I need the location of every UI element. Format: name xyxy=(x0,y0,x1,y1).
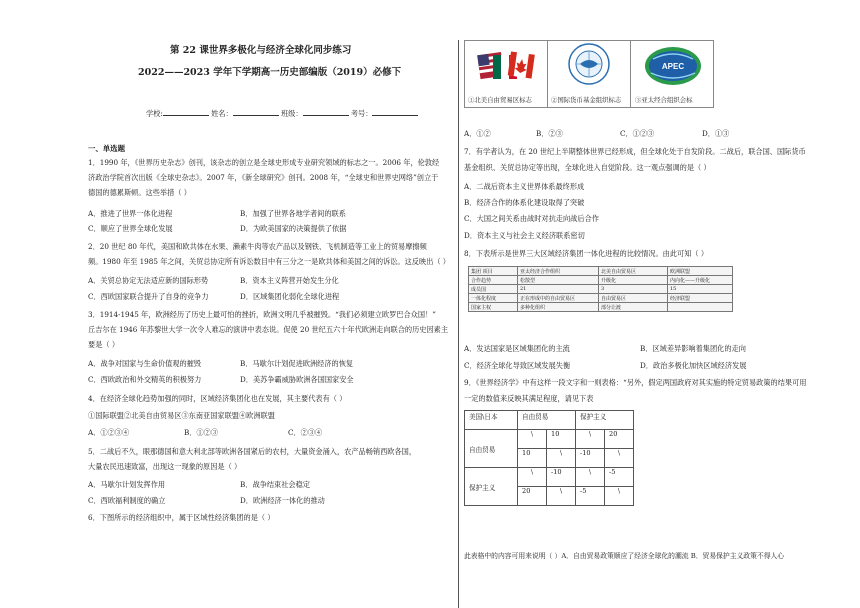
page-title: 第 22 课世界多极化与经济全球化同步练习 xyxy=(170,45,352,56)
q1-line-2: 济政治学院首次出版《全球史杂志》。2007 年，《新全球研究》创刊。2008 年，“全球史和世界史网络”创立于 xyxy=(88,173,439,182)
table-cell: 欧洲联盟 xyxy=(668,267,733,276)
q4-line-2: ①国际联盟②北美自由贸易区③东南亚国家联盟④欧洲联盟 xyxy=(88,411,275,420)
table-cell: 自由贸易区 xyxy=(599,294,668,303)
field-class-label: 班级： xyxy=(280,109,303,118)
table-cell: 15 xyxy=(668,285,733,294)
q1-line-1: 1．1990 年，《世界历史杂志》创刊，该杂志的创立是全球史形成专业研究领域的标志之一。2006 年，伦敦经 xyxy=(88,158,440,167)
table-row xyxy=(469,303,733,312)
q3-line-1: 3．1914-1945 年，欧洲经历了历史上最可怕的挫折，欧洲文明几乎被摧毁。“我们必须建立欧罗巴合众国！” xyxy=(88,310,436,319)
table-cell: 正在形成中的自由贸易区 xyxy=(518,294,599,303)
logo-caption-2: ②国际货币基金组织标志 xyxy=(551,96,622,104)
q1-option-b: B．加强了世界各地学者间的联系 xyxy=(240,209,346,218)
q4-option-b: B．①②③ xyxy=(184,428,219,437)
field-school-blank[interactable] xyxy=(163,108,209,116)
table-cell: \ xyxy=(605,449,634,468)
q2-option-b: B．资本主义阵营开始发生分化 xyxy=(240,276,339,285)
logo-caption-3: ③亚太经合组织会标 xyxy=(635,96,693,104)
q5-line-2: 大量农民迅速致富，出现这一现象的原因是（ ） xyxy=(88,462,242,471)
q7-option-d: D．资本主义与社会主义经济联系密切 xyxy=(464,231,585,240)
q9-line-2: 一定的数值来反映其满足程度，请见下表 xyxy=(464,394,594,403)
q8-option-c: C．经济全球化导致区域发展失衡 xyxy=(464,361,571,370)
q7-option-b: B．经济合作的体系化建设取得了突破 xyxy=(464,198,585,207)
table-cell: \ xyxy=(547,487,576,506)
q3-option-b: B．马歇尔计划促进欧洲经济的恢复 xyxy=(240,359,354,368)
q3-option-a: A．战争对国家与生命价值观的摧毁 xyxy=(88,359,202,368)
q2-option-a: A．关贸总协定无法适应新的国际形势 xyxy=(88,276,209,285)
table-row-head: 保护主义 xyxy=(465,468,518,506)
q1-option-c: C．顺应了世界全球化发展 xyxy=(88,224,173,233)
table-cell: \ xyxy=(547,449,576,468)
q7-line-1: 7．有学者认为，在 20 世纪上半期整体世界已经形成，但全球化处于自发阶段。二战后，联合国、国际货币 xyxy=(464,147,806,156)
field-name-label: 姓名： xyxy=(211,109,233,118)
q7-option-a: A．二战后资本主义世界体系最终形成 xyxy=(464,182,585,191)
q8-option-b: B．区域差异影响着集团化的走向 xyxy=(640,344,746,353)
q9-tail-line: 此表格中的内容可用来说明（ ）A．自由贸易政策顺应了经济全球化的潮流 B．贸易保护主义政策不得人心 xyxy=(464,552,785,560)
table-cell: 内向化——升级化 xyxy=(668,276,733,285)
table-cell: \ xyxy=(605,487,634,506)
q5-option-c: C．西欧福利制度的确立 xyxy=(88,496,166,505)
table-cell: 合作趋势 xyxy=(469,276,518,285)
student-info-fields xyxy=(146,108,418,118)
table-cell: -10 xyxy=(576,449,605,468)
table-cell: -5 xyxy=(605,468,634,487)
q5-option-d: D．欧洲经济一体化的推动 xyxy=(240,496,325,505)
table-cell: 国家主权 xyxy=(469,303,518,312)
q2-option-d: D．区域集团化弱化全球化进程 xyxy=(240,292,340,301)
q6-option-a: A．①② xyxy=(464,129,491,138)
table-row xyxy=(465,430,634,449)
table-cell: 亚太经济合作组织 xyxy=(518,267,599,276)
q2-option-c: C．西欧国家联合提升了自身的竞争力 xyxy=(88,292,209,301)
table-row xyxy=(469,294,733,303)
table-cell: \ xyxy=(518,430,547,449)
table-cell: 20 xyxy=(605,430,634,449)
q8-line-1: 8．下表所示是世界三大区域经济集团一体化进程的比较情况。由此可知（ ） xyxy=(464,249,709,258)
q1-option-d: D．为欧美国家的决策提供了依据 xyxy=(240,224,347,233)
table-cell: 北美自由贸易区 xyxy=(599,267,668,276)
table-cell: 多种化组织 xyxy=(518,303,599,312)
q6-logo-figure xyxy=(464,40,714,108)
q9-line-1: 9．《世界经济学》中有这样一段文字和一则表格：“另外，假定两国政府对其实施的特定贸易政策的结果可用 xyxy=(464,378,807,387)
field-class-blank[interactable] xyxy=(303,108,349,116)
q3-line-3: 要是（ ） xyxy=(88,340,120,349)
table-cell: 成员国 xyxy=(469,285,518,294)
q3-option-c: C．西欧政治和外交精英的积极努力 xyxy=(88,375,202,384)
field-school-label: 学校: xyxy=(146,109,163,118)
table-cell: 3 xyxy=(599,285,668,294)
table-cell: 松散型 xyxy=(518,276,599,285)
q6-line-1: 6．下图所示的经济组织中，属于区域性经济集团的是（ ） xyxy=(88,513,275,522)
field-id-label: 考号： xyxy=(350,109,373,118)
q2-line-1: 2．20 世纪 80 年代，美国和欧共体在水果、濑素牛肉等农产品以及钢铁、飞机制造等工业上的贸易摩擦频 xyxy=(88,242,427,251)
table-col-head: 自由贸易 xyxy=(518,411,576,430)
apec-globe-icon xyxy=(643,45,703,87)
q5-option-b: B．战争结束社会稳定 xyxy=(240,480,310,489)
q1-line-3: 德国的德累斯顿。这些举措（ ） xyxy=(88,188,191,197)
column-divider xyxy=(458,40,459,608)
table-cell: -10 xyxy=(547,468,576,487)
q7-option-c: C．大国之间关系由战时对抗走向战后合作 xyxy=(464,214,599,223)
q2-line-2: 频。1980 年至 1985 年之间，关贸总协定所有诉讼数目中有三分之一是欧共体和美国之间的诉讼。这反映出（ ） xyxy=(88,257,450,266)
q8-option-a: A．发达国家是区域集团化的主流 xyxy=(464,344,570,353)
apec-logo-text: APEC xyxy=(661,62,685,71)
table-cell: 20 xyxy=(518,487,547,506)
table-cell: 21 xyxy=(518,285,599,294)
table-corner-cell: 美国\日本 xyxy=(465,411,518,430)
q5-line-1: 5．二战后不久，眼那德国和意大利北部等欧洲各国紧后的农村，大量资金涌入，农产品畅销西欧各国， xyxy=(88,447,417,456)
q5-option-a: A．马歇尔计划发挥作用 xyxy=(88,480,166,489)
table-cell: 经济联盟 xyxy=(668,294,733,303)
table-cell: 集团 项目 xyxy=(469,267,518,276)
table-cell: 部分让渡 xyxy=(599,303,668,312)
q3-line-2: 丘吉尔在 1946 年苏黎世大学一次令人难忘的演讲中表态说。促使 20 世纪五六十年代欧洲走向联合的历史因素主 xyxy=(88,325,449,334)
table-cell: 10 xyxy=(547,430,576,449)
q8-option-d: D．政治多极化加快区域经济发展 xyxy=(640,361,747,370)
logo-caption-1: ①北美自由贸易区标志 xyxy=(468,96,532,104)
page-subtitle: 2022——2023 学年下学期高一历史部编版（2019）必修下 xyxy=(138,67,402,78)
table-row xyxy=(469,276,733,285)
section-heading: 一、单选题 xyxy=(88,144,125,153)
table-cell: \ xyxy=(518,468,547,487)
q6-option-b: B．②③ xyxy=(536,129,563,138)
table-row xyxy=(469,267,733,276)
table-cell: -5 xyxy=(576,487,605,506)
field-id-blank[interactable] xyxy=(372,108,418,116)
table-row xyxy=(465,468,634,487)
q1-option-a: A．推进了世界一体化进程 xyxy=(88,209,173,218)
q4-line-1: 4．在经济全球化趋势加强的同时，区域经济集团化也在发展，其主要代表有（ ） xyxy=(88,394,347,403)
imf-seal-icon xyxy=(568,43,610,85)
q3-option-d: D．美苏争霸威胁欧洲各国国家安全 xyxy=(240,375,354,384)
flags-icon xyxy=(475,45,537,89)
table-row-head: 自由贸易 xyxy=(465,430,518,468)
table-row xyxy=(469,285,733,294)
table-cell: 升级化 xyxy=(599,276,668,285)
table-row xyxy=(465,411,634,430)
q7-line-2: 基金组织、关贸总协定等出现，全球化进入自觉阶段。这一观点强调的是（ ） xyxy=(464,163,711,172)
q4-option-c: C．②③④ xyxy=(288,428,323,437)
q6-option-d: D．①③ xyxy=(702,129,730,138)
q6-option-c: C．①②③ xyxy=(620,129,655,138)
table-cell: 10 xyxy=(518,449,547,468)
field-name-blank[interactable] xyxy=(233,108,279,116)
table-cell: \ xyxy=(576,430,605,449)
q8-comparison-table xyxy=(468,266,733,312)
q4-option-a: A．①②③④ xyxy=(88,428,130,437)
q9-payoff-table xyxy=(464,410,634,506)
table-col-head: 保护主义 xyxy=(576,411,634,430)
table-cell: 一体化程度 xyxy=(469,294,518,303)
table-cell xyxy=(668,303,733,312)
table-cell: \ xyxy=(576,468,605,487)
